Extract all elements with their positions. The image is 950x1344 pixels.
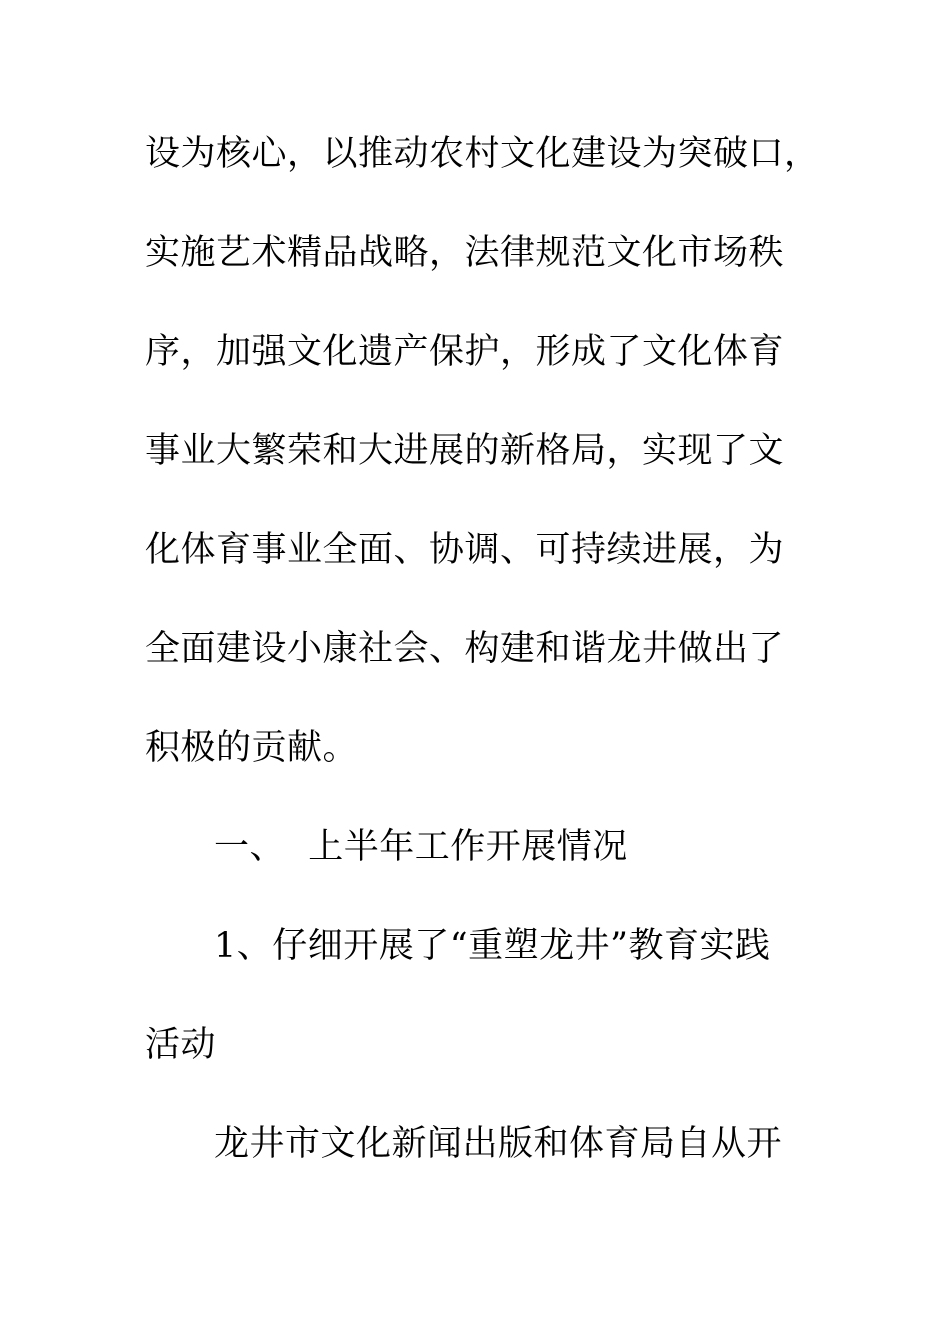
section-heading: 一、 上半年工作开展情况 (214, 827, 628, 867)
subsection-heading-continued: 活动 (145, 1025, 217, 1065)
text-line-3: 序，加强文化遗产保护，形成了文化体育 (145, 332, 785, 372)
text-line-5: 化体育事业全面、协调、可持续进展，为 (145, 530, 785, 570)
text-line-7: 积极的贡献。 (145, 728, 359, 768)
text-line-6: 全面建设小康社会、构建和谐龙井做出了 (145, 629, 785, 669)
subsection-heading: 1、仔细开展了“重塑龙井”教育实践 (214, 926, 771, 966)
text-line-4: 事业大繁荣和大进展的新格局，实现了文 (145, 431, 785, 471)
text-line-2: 实施艺术精品战略，法律规范文化市场秩 (145, 233, 785, 273)
text-line-1: 设为核心，以推动农村文化建设为突破口， (145, 134, 820, 174)
paragraph-start: 龙井市文化新闻出版和体育局自从开 (214, 1124, 783, 1164)
